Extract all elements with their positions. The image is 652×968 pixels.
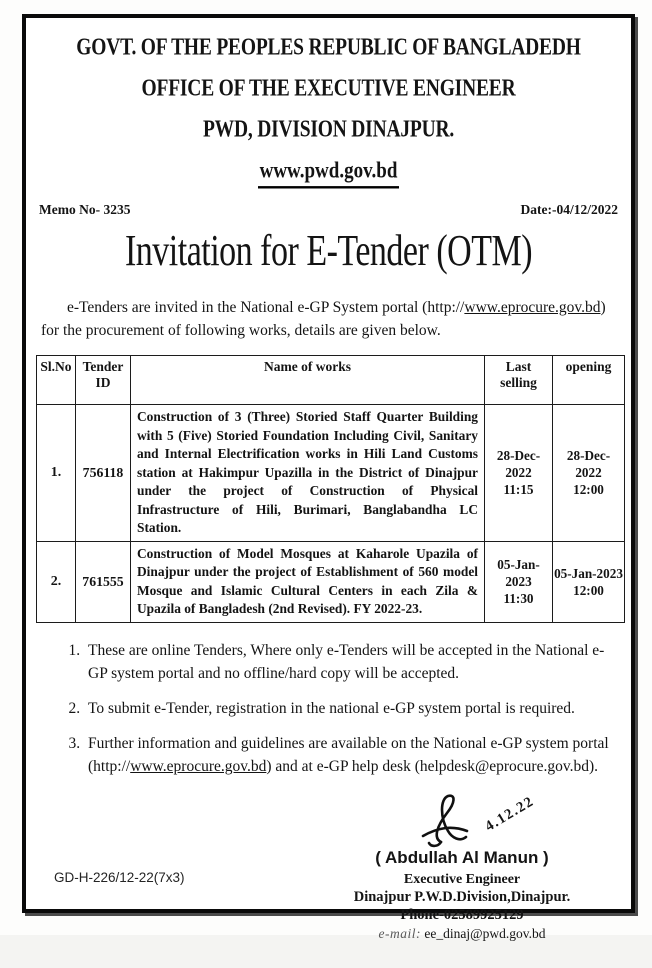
row2-tender-id: 761555 <box>76 541 131 622</box>
table-row <box>37 541 625 622</box>
table-row <box>37 405 625 542</box>
row1-opening-date: 28-Dec-2022 <box>566 448 611 481</box>
condition-1-text: These are online Tenders, Where only e-Tenders will be accepted in the National e-GP system portal and no offline/hard copy will be accepted. <box>88 641 605 682</box>
condition-3-text-post: ) and at e-GP help desk (helpdesk@eprocure.gov.bd). <box>266 757 598 775</box>
conditions-list <box>64 639 611 778</box>
col-header-tender-id: Tender ID <box>76 356 131 405</box>
page-border-frame <box>22 14 635 941</box>
row1-name-of-works: Construction of 3 (Three) Storied Staff Quarter Building with 5 (Five) Storied Foundation Including Civil, Sanitary and Internal Electrification works in Hili Land Customs station at Hakimpur Upazilla in the District of Dinajpur under the project of Construction of Physical Infrastructure of Hili, Burimari, Banglabandha LC Station. <box>131 405 485 542</box>
row2-name-of-works: Construction of Model Mosques at Kaharole Upazila of Dinajpur under the project of Establishment of 560 model Mosque and Islamic Cultural Centers in each Zila & Upazila of Bangladesh (2nd Revised). FY 2022-23. <box>131 541 485 622</box>
row1-last-selling-date: 28-Dec-2022 <box>496 448 541 481</box>
condition-2-text: To submit e-Tender, registration in the national e-GP system portal is required. <box>88 699 575 717</box>
condition-item-2 <box>84 697 611 720</box>
signatory-name: ( Abdullah Al Manun ) <box>375 847 549 867</box>
signature-block <box>325 790 599 942</box>
intro-text-pre: e-Tenders are invited in the National e-GP System portal (http:// <box>67 299 465 316</box>
page-content <box>26 18 631 941</box>
row1-last-selling-time: 11:15 <box>503 482 534 498</box>
memo-row <box>36 202 621 218</box>
col-header-slno: Sl.No <box>37 356 76 405</box>
table-header-row <box>37 356 625 405</box>
org-line-office: OFFICE OF THE EXECUTIVE ENGINEER <box>141 75 516 102</box>
intro-paragraph <box>41 296 616 342</box>
signatory-office: Dinajpur P.W.D.Division,Dinajpur. <box>353 888 571 905</box>
row2-last-selling <box>485 541 553 622</box>
condition-item-1 <box>84 639 611 685</box>
intro-text-post: ) for the procurement of following works, details are given below. <box>41 299 606 339</box>
col-header-opening: opening <box>553 356 625 405</box>
handwritten-signature-icon <box>417 792 479 848</box>
signature-mark <box>325 790 599 846</box>
press-reference-code: GD-H-226/12-22(7x3) <box>54 870 185 885</box>
pwd-website-link: www.pwd.gov.bd <box>258 159 400 189</box>
row2-last-selling-date: 05-Jan-2023 <box>497 557 540 589</box>
signature-handwritten-date: 4.12.22 <box>482 792 538 835</box>
signatory-email-row <box>325 926 599 942</box>
row1-tender-id: 756118 <box>76 405 131 542</box>
row1-slno: 1. <box>37 405 76 542</box>
email-address: ee_dinaj@pwd.gov.bd <box>424 925 546 941</box>
website-row <box>36 158 621 187</box>
email-label: e-mail: <box>378 925 422 941</box>
row2-last-selling-time: 11:30 <box>503 591 534 606</box>
row1-opening-time: 12:00 <box>573 482 604 498</box>
eprocure-link: www.eprocure.gov.bd <box>130 757 267 775</box>
memo-number: Memo No- 3235 <box>39 202 131 217</box>
row2-opening-time: 12:00 <box>573 582 604 598</box>
memo-date: Date:-04/12/2022 <box>520 202 618 217</box>
title-row <box>36 227 621 288</box>
document-title: Invitation for E-Tender (OTM) <box>124 227 533 276</box>
row2-opening <box>553 541 625 622</box>
signatory-phone: Phone-02589925129 <box>400 906 524 923</box>
condition-item-3 <box>84 732 611 778</box>
col-header-last-selling: Last selling <box>485 356 553 405</box>
col-header-name-of-works: Name of works <box>131 356 485 405</box>
row1-opening <box>553 405 625 542</box>
org-line-government: GOVT. OF THE PEOPLES REPUBLIC OF BANGLADEDH <box>76 34 581 61</box>
row2-slno: 2. <box>37 541 76 622</box>
org-line-division: PWD, DIVISION DINAJPUR. <box>202 116 455 143</box>
letterhead <box>36 34 621 187</box>
condition-3-text-pre: Further information and guidelines are available on the National e-GP system portal (http:// <box>88 734 609 775</box>
eprocure-link: www.eprocure.gov.bd <box>464 299 601 316</box>
signatory-role: Executive Engineer <box>403 871 521 887</box>
row1-last-selling <box>485 405 553 542</box>
row2-opening-date: 05-Jan-2023 <box>554 565 623 581</box>
tender-table <box>36 355 625 623</box>
